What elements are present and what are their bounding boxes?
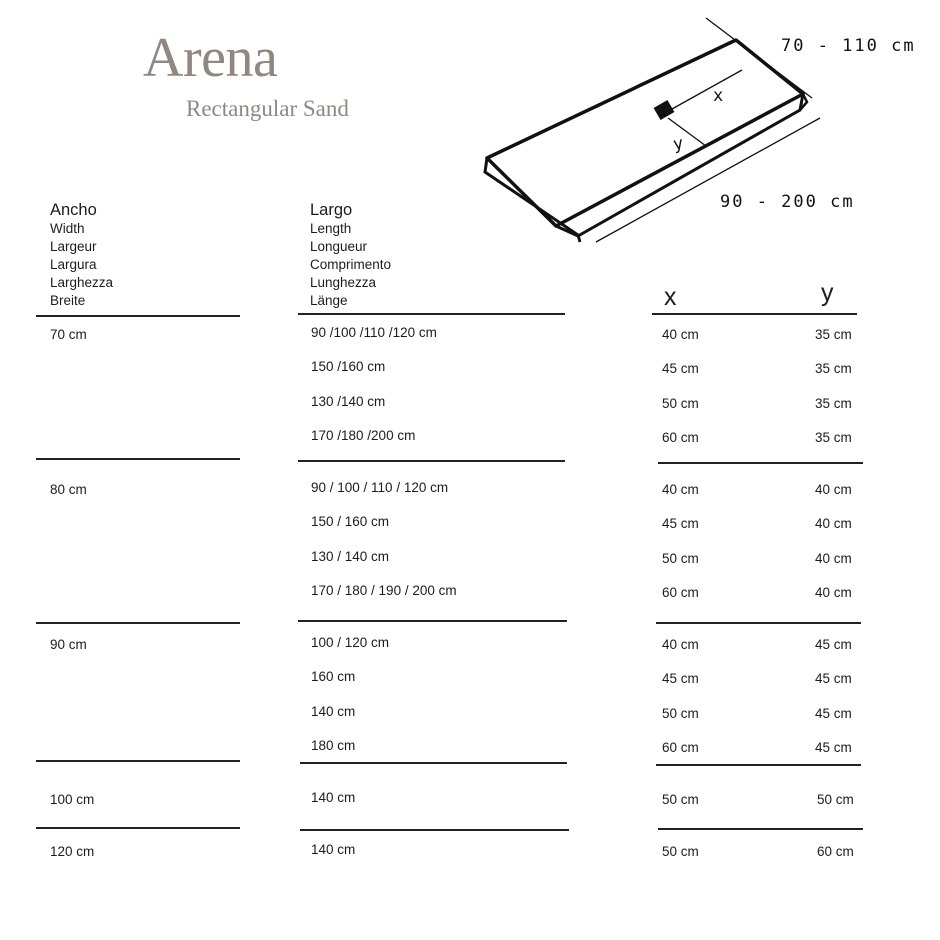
- length-header-lang: Lunghezza: [310, 275, 377, 290]
- length-value: 90 / 100 / 110 / 120 cm: [311, 480, 449, 495]
- group-divider: [656, 622, 861, 624]
- y-value: 35 cm: [815, 361, 852, 376]
- group-divider: [298, 620, 567, 622]
- group-divider: [36, 760, 240, 762]
- length-header-lang: Comprimento: [310, 257, 392, 272]
- length-value: 140 cm: [311, 704, 356, 719]
- y-value: 45 cm: [815, 637, 852, 652]
- group-divider: [300, 762, 567, 764]
- y-value: 40 cm: [815, 482, 852, 497]
- x-value: 40 cm: [662, 327, 699, 342]
- y-value: 45 cm: [815, 740, 852, 755]
- x-value: 50 cm: [662, 551, 699, 566]
- x-value: 45 cm: [662, 516, 699, 531]
- y-value: 40 cm: [815, 516, 852, 531]
- length-value: 100 / 120 cm: [311, 635, 390, 650]
- y-value: 40 cm: [815, 551, 852, 566]
- brand-title: Arena: [143, 27, 278, 89]
- length-value: 180 cm: [311, 738, 356, 753]
- x-value: 45 cm: [662, 361, 699, 376]
- x-value: 40 cm: [662, 637, 699, 652]
- x-value: 45 cm: [662, 671, 699, 686]
- header-rule-width: [36, 315, 240, 317]
- y-value: 35 cm: [815, 327, 852, 342]
- width-value: 100 cm: [50, 792, 95, 807]
- length-value: 130 / 140 cm: [311, 549, 390, 564]
- length-header-lang: Länge: [310, 293, 348, 308]
- width-header-lang: Largeur: [50, 239, 97, 254]
- length-value: 160 cm: [311, 669, 356, 684]
- y-value: 35 cm: [815, 396, 852, 411]
- width-header-lang: Largura: [50, 257, 97, 272]
- y-value: 35 cm: [815, 430, 852, 445]
- y-mark: y: [671, 133, 687, 155]
- header-rule-length: [298, 313, 565, 315]
- length-header-lang: Longueur: [310, 239, 368, 254]
- width-header-lang: Breite: [50, 293, 86, 308]
- length-value: 140 cm: [311, 842, 356, 857]
- x-value: 40 cm: [662, 482, 699, 497]
- length-header-lang: Length: [310, 221, 352, 236]
- width-value: 90 cm: [50, 637, 87, 652]
- y-value: 40 cm: [815, 585, 852, 600]
- width-value: 80 cm: [50, 482, 87, 497]
- x-value: 50 cm: [662, 792, 699, 807]
- width-header-lang: Larghezza: [50, 275, 114, 290]
- x-value: 50 cm: [662, 396, 699, 411]
- width-header-lang: Width: [50, 221, 85, 236]
- width-value: 120 cm: [50, 844, 95, 859]
- length-value: 130 /140 cm: [311, 394, 386, 409]
- width-header: [50, 200, 113, 310]
- y-value: 60 cm: [817, 844, 854, 859]
- group-divider: [36, 827, 240, 829]
- group-divider: [658, 828, 863, 830]
- y-value: 50 cm: [817, 792, 854, 807]
- length-header-main: Largo: [310, 201, 353, 219]
- group-divider: [36, 458, 240, 460]
- length-value: 90 /100 /110 /120 cm: [311, 325, 437, 340]
- group-divider: [656, 764, 861, 766]
- width-header-main: Ancho: [50, 201, 97, 219]
- group-divider: [658, 462, 863, 464]
- length-value: 170 / 180 / 190 / 200 cm: [311, 583, 457, 598]
- length-header: [310, 200, 391, 310]
- width-range-label: 70 - 110 cm: [781, 36, 916, 56]
- group-divider: [300, 829, 569, 831]
- x-column-header: x: [664, 283, 677, 311]
- header-rule-xy: [652, 313, 857, 315]
- length-value: 140 cm: [311, 790, 356, 805]
- y-value: 45 cm: [815, 671, 852, 686]
- length-value: 170 /180 /200 cm: [311, 428, 416, 443]
- x-value: 60 cm: [662, 430, 699, 445]
- group-divider: [36, 622, 240, 624]
- length-range-label: 90 - 200 cm: [720, 192, 855, 212]
- length-value: 150 /160 cm: [311, 359, 386, 374]
- y-column-header: y: [821, 279, 834, 307]
- drain-icon: [654, 100, 675, 120]
- x-value: 50 cm: [662, 706, 699, 721]
- length-value: 150 / 160 cm: [311, 514, 390, 529]
- group-divider: [298, 460, 565, 462]
- x-value: 60 cm: [662, 585, 699, 600]
- width-value: 70 cm: [50, 327, 87, 342]
- x-value: 50 cm: [662, 844, 699, 859]
- brand-subtitle: Rectangular Sand: [186, 96, 349, 121]
- length-dimension-line: [596, 118, 820, 242]
- x-mark: x: [713, 86, 726, 106]
- x-measure-line: [672, 70, 742, 109]
- y-value: 45 cm: [815, 706, 852, 721]
- x-value: 60 cm: [662, 740, 699, 755]
